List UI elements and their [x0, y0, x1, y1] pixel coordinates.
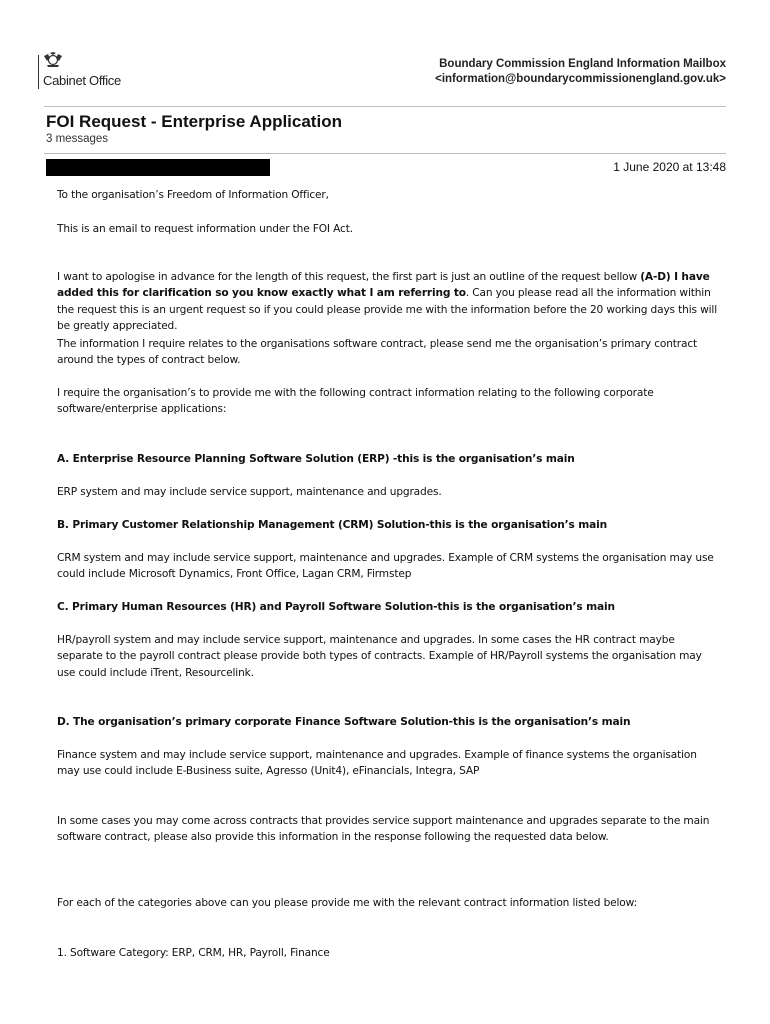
- section-c-title: C. Primary Human Resources (HR) and Payroll Software Solution-this is the organisation’s main: [57, 601, 615, 613]
- royal-crest-icon: [42, 52, 64, 68]
- separate-contracts-paragraph: In some cases you may come across contracts that provides service support maintenance and upgrades separate to the main software contract, please also provide this information in the response following the requested data below.: [57, 815, 710, 844]
- apology-start: I want to apologise in advance for the length of this request, the first part is just an outline of the request bellow: [57, 271, 641, 283]
- contract-info-paragraph: The information I require relates to the organisations software contract, please send me the organisation’s primary contract around the types of contract below.: [57, 338, 697, 367]
- section-a-body: ERP system and may include service support, maintenance and upgrades.: [57, 486, 442, 498]
- apology-end: . Can you please read all the information within the request this is an urgent request so if you could please provide me with the information before the 20 working days this will be greatly appreciated.: [57, 287, 717, 333]
- apology-paragraph: [57, 269, 719, 335]
- section-c-body: HR/payroll system and may include service support, maintenance and upgrades. In some cases the HR contract maybe separate to the payroll contract please provide both types of contracts. Example of HR/Payroll systems the organisation may use could include iTrent, Resourcelink.: [57, 634, 702, 679]
- greeting: To the organisation’s Freedom of Information Officer,: [57, 189, 329, 201]
- cabinet-office-logo: [38, 52, 148, 92]
- section-b-title: B. Primary Customer Relationship Management (CRM) Solution-this is the organisation’s main: [57, 519, 607, 531]
- org-name: Cabinet Office: [43, 73, 121, 88]
- intro-paragraph: This is an email to request information under the FOI Act.: [57, 223, 353, 235]
- mailbox-email: <information@boundarycommissionengland.gov.uk>: [435, 73, 726, 85]
- section-d-title: D. The organisation’s primary corporate Finance Software Solution-this is the organisation’s main: [57, 716, 631, 728]
- section-d-body: Finance system and may include service support, maintenance and upgrades. Example of finance systems the organisation may use could include E-Business suite, Agresso (Unit4), eFinancials, Integra, SAP: [57, 749, 697, 778]
- section-b-body: CRM system and may include service support, maintenance and upgrades. Example of CRM systems the organisation may use could include Microsoft Dynamics, Front Office, Lagan CRM, Firmstep: [57, 552, 714, 581]
- thread-subject: FOI Request - Enterprise Application: [46, 112, 342, 131]
- logo-divider: [38, 55, 39, 89]
- header-divider: [44, 106, 726, 107]
- section-a-title: A. Enterprise Resource Planning Software Solution (ERP) -this is the organisation’s main: [57, 453, 575, 465]
- categories-intro: For each of the categories above can you please provide me with the relevant contract information listed below:: [57, 897, 637, 909]
- list-item-1: 1. Software Category: ERP, CRM, HR, Payroll, Finance: [57, 947, 330, 959]
- require-intro-paragraph: I require the organisation’s to provide me with the following contract information relating to the following corporate software/enterprise applications:: [57, 387, 654, 416]
- mailbox-info: [435, 57, 726, 87]
- apology-bold: (A-D) I have added this for clarification so you know exactly what I am referring to: [57, 271, 710, 300]
- message-date: 1 June 2020 at 13:48: [613, 160, 726, 174]
- thread-divider: [44, 153, 726, 154]
- mailbox-name: Boundary Commission England Information Mailbox: [439, 58, 726, 70]
- redacted-sender: [46, 159, 270, 176]
- message-count: 3 messages: [46, 133, 109, 145]
